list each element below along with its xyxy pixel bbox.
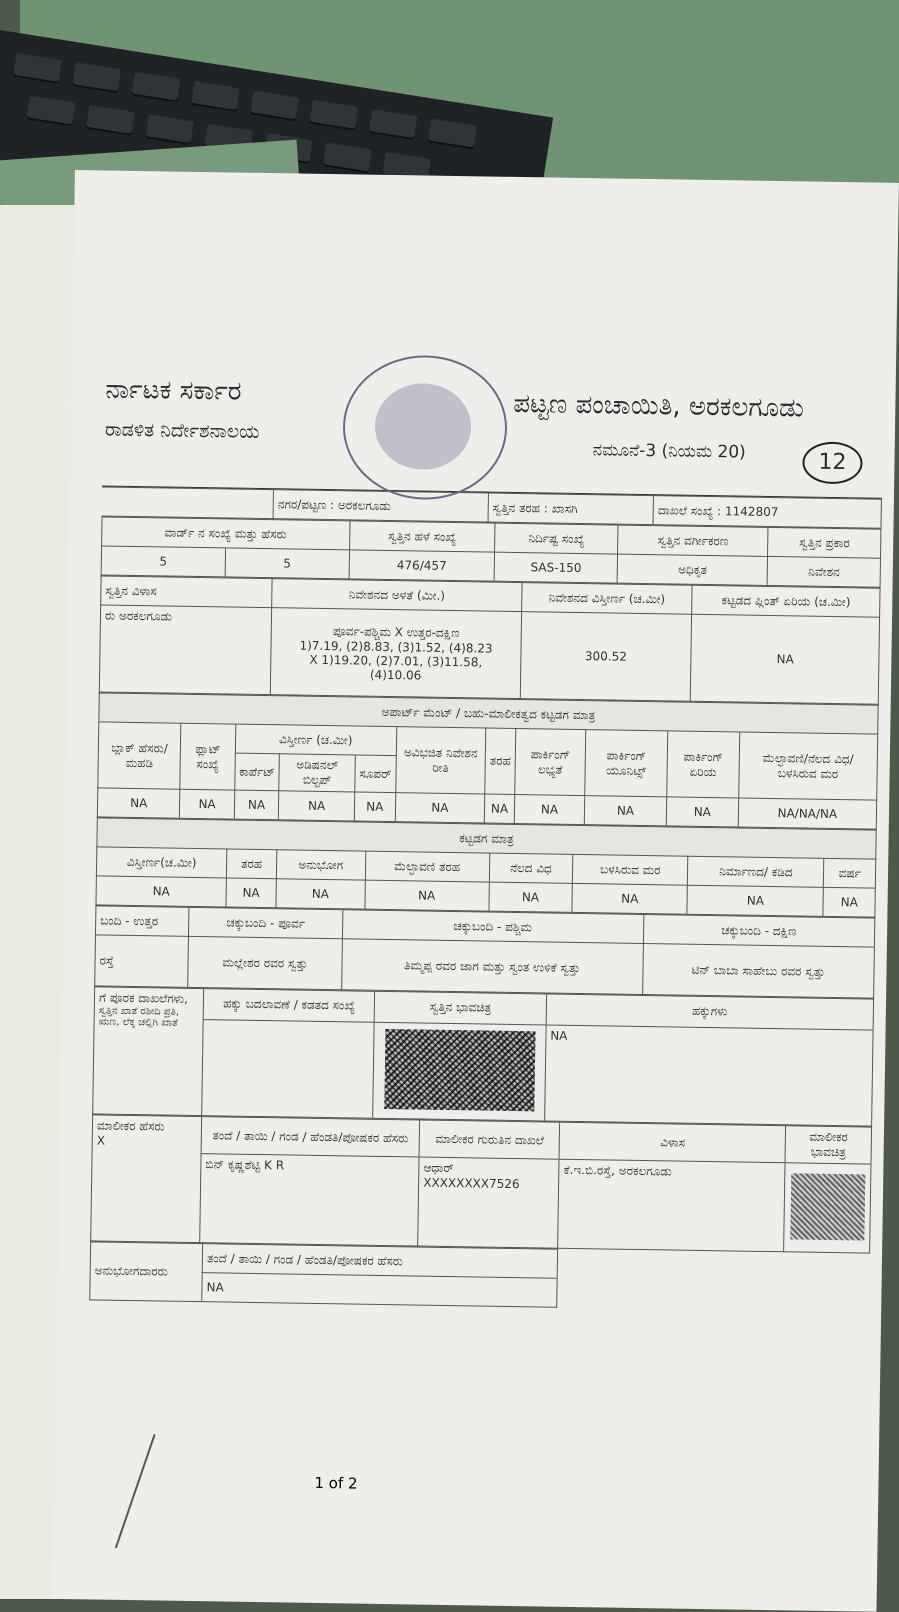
- h-bld-construction: ನಿರ್ಮಾಣದ/ ಕಡಿದ: [688, 856, 825, 887]
- h-occupant: ಅನುಭೋಗದಾರರು: [90, 1242, 203, 1302]
- govt-title: ರ್ನಾಟಕ ಸರ್ಕಾರ: [105, 374, 242, 407]
- h-south: ಚಕ್ಕುಬಂದಿ - ದಕ್ಷಿಣ: [643, 915, 875, 948]
- dimension-direction: ಪೂರ್ವ-ಪಶ್ಚಿಮ X ಉತ್ತರ-ದಕ್ಷಿಣ: [332, 623, 460, 640]
- bld-value: NA: [276, 879, 365, 909]
- apt-value: NA/NA/NA: [738, 798, 877, 829]
- bld-value: NA: [226, 878, 276, 908]
- rights-value: NA: [544, 1025, 873, 1126]
- h-old-no: ಸ್ವತ್ತಿನ ಹಳೆ ಸಂಖ್ಯೆ: [349, 521, 495, 552]
- east-boundary: ಮಲ್ಲೇಶರ ರವರ ಸ್ವತ್ತು: [188, 936, 342, 989]
- h-carpet: ಕಾರ್ಪೆಟ್: [234, 753, 279, 791]
- document-page: [53, 170, 899, 1612]
- h-north: ಬಂದಿ - ಉತ್ತರ: [95, 906, 189, 936]
- directorate-title: ರಾಡಳಿತ ನಿರ್ದೇಶನಾಲಯ: [104, 418, 260, 443]
- h-extent: ವಿಸ್ತೀರ್ಣ (ಚ.ಮೀ): [235, 724, 397, 756]
- owner-photo-image: [790, 1173, 865, 1240]
- h-classification: ಸ್ವತ್ತಿನ ವರ್ಗೀಕರಣ: [618, 525, 769, 556]
- h-type: ಸ್ವತ್ತಿನ ಪ್ರಕಾರ: [768, 527, 881, 558]
- h-bld-kind: ತರಹ: [226, 849, 276, 879]
- h-block: ಬ್ಲಾಕ್ ಹೆಸರು/ ಮಹಡಿ: [98, 722, 182, 789]
- government-seal: [342, 354, 508, 501]
- handwritten-number: 12: [802, 441, 863, 484]
- h-bld-floor: ನೆಲದ ವಿಧ: [489, 853, 573, 883]
- owner-id-number: XXXXXXXX7526: [423, 1175, 520, 1192]
- apt-value: NA: [279, 791, 355, 821]
- dimensions: [271, 608, 522, 699]
- h-west: ಚಕ್ಕುಬಂದಿ - ಪಶ್ಚಿಮ: [342, 910, 643, 944]
- h-unique-no: ನಿರ್ದಿಷ್ಟ ಸಂಖ್ಯೆ: [495, 523, 618, 554]
- h-supporting-docs: ಗೆ ಪೂರಕ ದಾಖಲೆಗಳು,: [98, 990, 189, 1006]
- occupant-relation: NA: [202, 1273, 557, 1308]
- built-area: NA: [691, 614, 880, 704]
- dimension-line-1: 1)7.19, (2)8.83, (3)1.52, (4)8.23: [299, 638, 493, 656]
- bld-value: NA: [572, 883, 687, 914]
- h-owner-id: ಮಾಲೀಕರ ಗುರುತಿನ ದಾಖಲೆ: [419, 1120, 560, 1159]
- property-type: ನಿವೇಶನ: [767, 556, 880, 587]
- boundary-table: [94, 905, 875, 998]
- h-east: ಚಕ್ಕುಬಂದಿ - ಪೂರ್ವ: [189, 907, 343, 938]
- classification: ಅಧಿಕೃತ: [617, 554, 768, 585]
- supporting-docs-note: ಸ್ವತ್ತಿನ ಖಾತೆ ರಶೀದಿ ಪ್ರತಿ, ಋಣ, ಲೆಕ್ಕ ಚಲ್ಲಿಗಿ ಖಾತೆ: [98, 1005, 180, 1029]
- apartment-title: ಅಪಾರ್ಟ್ ಮೆಂಟ್ / ಬಹು-ಮಾಲೀಕತ್ವದ ಕಟ್ಟಡಗ ಮಾತ್ರ: [99, 693, 878, 734]
- address: ರು ಅರಕಲಗೂಡು: [99, 605, 272, 695]
- building-table: [95, 817, 876, 917]
- owner-address: ಕೆ.ಇ.ಬಿ.ರಸ್ತೆ, ಅರಕಲಗೂಡು: [558, 1159, 785, 1252]
- owner-table: [90, 1114, 872, 1253]
- apt-value: NA: [484, 794, 514, 823]
- property-form: [89, 360, 884, 1312]
- h-bld-extent: ವಿಸ್ತೀರ್ಣ(ಚ.ಮೀ): [96, 847, 227, 878]
- h-property-photo: ಸ್ವತ್ತಿನ ಭಾವಚಿತ್ರ: [375, 991, 547, 1025]
- h-owner-photo: ಮಾಲೀಕರ ಭಾವಚಿತ್ರ: [785, 1126, 871, 1164]
- unique-no: SAS-150: [494, 552, 617, 583]
- ward-no: 5: [101, 546, 225, 577]
- panchayat-title: ಪಟ್ಟಣ ಪಂಚಾಯಿತಿ, ಅರಕಲಗೂಡು: [513, 388, 805, 424]
- h-built-area: ಕಟ್ಟಡದ ಪ್ಲಿಂತ್ ಏರಿಯ (ಚ.ಮೀ): [692, 585, 880, 617]
- h-occupant-relation: ತಂದೆ / ತಾಯಿ / ಗಂಡ / ಹೆಂಡತಿ/ಪೋಷಕರ ಹೆಸರು: [202, 1244, 557, 1279]
- h-owner-name: ಮಾಲೀಕರ ಹೆಸರು: [96, 1118, 165, 1134]
- apt-value: NA: [234, 790, 279, 820]
- town: ನಗರ/ಪಟ್ಟಣ : ಅರಕಲಗೂಡು: [273, 490, 488, 522]
- h-super: ಸೂಪರ್: [355, 755, 397, 793]
- h-bld-roof: ಮೆಲ್ಛಾವಣಿ ತರಹ: [365, 851, 489, 882]
- occupant-table: [89, 1241, 558, 1307]
- apartment-table: [97, 692, 879, 829]
- bld-value: NA: [823, 887, 875, 917]
- apt-value: NA: [354, 792, 395, 822]
- property-photo: [373, 1022, 546, 1121]
- form-header: [102, 360, 884, 498]
- north-boundary: ರಸ್ತೆ: [95, 935, 189, 987]
- h-parking-units: ಪಾರ್ಕಿಂಗ್ ಯೂನಿಟ್ಸ್: [585, 730, 668, 797]
- apt-value: NA: [584, 796, 666, 826]
- old-no: 476/457: [349, 550, 495, 581]
- owner-id: [418, 1157, 560, 1248]
- h-owner-address: ವಿಳಾಸ: [559, 1122, 785, 1163]
- site-table: [99, 575, 881, 704]
- h-rights: ಹಕ್ಕುಗಳು: [546, 994, 874, 1030]
- pen-mark: [115, 1434, 156, 1548]
- h-bld-wood: ಬಳಸಿರುವ ಮರ: [573, 854, 688, 885]
- apt-value: NA: [514, 794, 584, 824]
- h-bld-usage: ಅನುಭೋಗ: [276, 850, 365, 880]
- bld-value: NA: [488, 882, 572, 912]
- south-boundary: ಟಿನ್ ಬಾಬಾ ಸಾಹೇಬು ರವರ ಸ್ವತ್ತು: [642, 944, 874, 999]
- h-bld-year: ವರ್ಷ: [824, 858, 876, 888]
- bld-value: NA: [96, 876, 227, 907]
- apt-value: NA: [97, 788, 180, 818]
- dimension-line-3: (4)10.06: [369, 667, 422, 683]
- building-title: ಕಟ್ಟಡಗ ಮಾತ್ರ: [97, 818, 876, 859]
- h-dimensions: ನಿವೇಶನದ ಅಳತೆ (ಮೀ.): [272, 579, 522, 612]
- form-number: ನಮೂನೆ-3 (ನಿಯಮ 20): [592, 440, 746, 463]
- page-number: 1 of 2: [314, 1473, 358, 1493]
- property-photo-image: [384, 1029, 535, 1111]
- h-ward: ವಾರ್ಡ್ ನ ಸಂಖ್ಯೆ ಮತ್ತು ಹೆಸರು: [102, 517, 350, 550]
- h-rights-change: ಹಕ್ಕು ಬದಲಾವಣೆ / ಕಡತದ ಸಂಖ್ಯೆ: [203, 989, 375, 1023]
- owner-photo: [784, 1163, 871, 1253]
- owner-id-type: ಆಧಾರ್: [423, 1160, 454, 1176]
- h-parking-area: ಪಾರ್ಕಿಂಗ್ ಏರಿಯ: [667, 731, 740, 798]
- west-boundary: ತಿಮ್ಮಪ್ಪ ರವರ ಜಾಗ ಮತ್ತು ಸ್ವಂತ ಉಳಿಕೆ ಸ್ವತ್ತು: [341, 939, 643, 995]
- h-address: ಸ್ವತ್ತಿನ ವಿಳಾಸ: [101, 576, 273, 608]
- rights-table: [92, 986, 874, 1126]
- h-parking-avail: ಪಾರ್ಕಿಂಗ್ ಲಭ್ಯತೆ: [515, 728, 586, 795]
- property-ownership-type: ಸ್ವತ್ತಿನ ತರಹ : ಖಾಸಗಿ: [488, 493, 654, 525]
- h-site-area: ನಿವೇಶನದ ವಿಸ್ತೀರ್ಣ (ಚ.ಮೀ): [521, 583, 692, 615]
- apt-value: NA: [395, 793, 485, 823]
- rights-change: [202, 1020, 375, 1119]
- h-undivided: ಅವಿಭಜಿತ ನಿವೇಶನ ರೀತಿ: [395, 727, 485, 794]
- apt-value: NA: [180, 789, 235, 819]
- site-area: 300.52: [520, 612, 692, 702]
- ward-name: 5: [225, 548, 349, 579]
- supporting-docs: [93, 987, 204, 1116]
- owner-relation: ಬಿನ್ ಕೃಷ್ಣಶೆಟ್ಟಿ K R: [200, 1154, 419, 1246]
- record-number: ದಾಖಲೆ ಸಂಖ್ಯೆ : 1142807: [653, 496, 881, 529]
- bld-value: NA: [365, 880, 489, 911]
- apt-value: NA: [666, 797, 738, 827]
- h-owner-relation: ತಂದೆ / ತಾಯಿ / ಗಂಡ / ಹೆಂಡತಿ/ಪೋಷಕರ ಹೆಸರು: [201, 1117, 420, 1157]
- h-kind: ತರಹ: [485, 728, 516, 794]
- owner-name-cell: [91, 1115, 202, 1243]
- owner-mark: X: [96, 1133, 106, 1148]
- dimension-line-2: X 1)19.20, (2)7.01, (3)11.58,: [309, 652, 483, 669]
- h-flat: ಫ್ಲಾಟ್ ಸಂಖ್ಯೆ: [180, 723, 235, 790]
- h-roof-floor: ಮೆಲ್ಛಾವಣಿ/ನೆಲದ ವಿಧ/ಬಳಸಿರುವ ಮರ: [738, 732, 877, 800]
- bld-value: NA: [687, 885, 824, 916]
- h-additional: ಅಡಿಷನಲ್ ಬಿಲ್ಟಪ್: [279, 754, 355, 792]
